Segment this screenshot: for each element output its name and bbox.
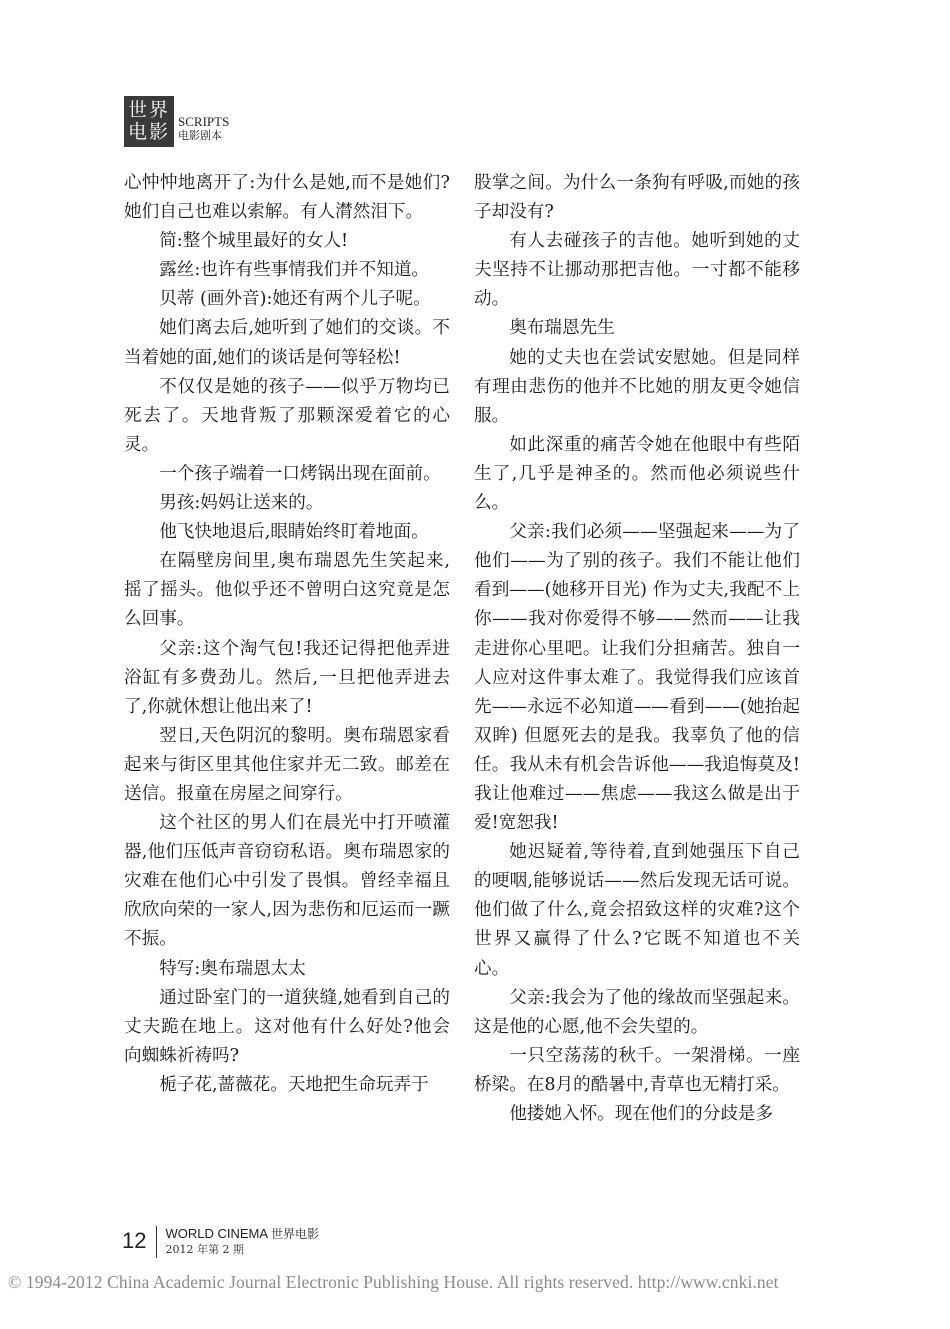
journal-info [165, 1226, 318, 1257]
paragraph: 心忡忡地离开了:为什么是她,而不是她们?她们自己也难以索解。有人潸然泪下。 [124, 173, 450, 223]
right-text-column [474, 169, 800, 1129]
logo-line-2: 电影 [128, 121, 171, 143]
paragraph: 奥布瑞恩先生 [509, 318, 615, 339]
paragraph: 翌日,天色阴沉的黎明。奥布瑞恩家看起来与街区里其他住家并无二致。邮差在送信。报童在房屋之间穿行。 [124, 725, 450, 804]
paragraph: 不仅仅是她的孩子——似乎万物均已死去了。天地背叛了那颗深爱着它的心灵。 [124, 376, 450, 455]
paragraph: 股掌之间。为什么一条狗有呼吸,而她的孩子却没有? [474, 173, 800, 223]
paragraph: 他飞快地退后,眼睛始终盯着地面。 [159, 522, 429, 543]
copyright-notice: © 1994-2012 China Academic Journal Electronic Publishing House. All rights reserved. http://www.cnki.net [8, 1272, 779, 1292]
paragraph: 父亲:这个淘气包!我还记得把他弄进浴缸有多费劲儿。然后,一旦把他弄进去了,你就休想让他出来了! [124, 638, 450, 717]
paragraph: 她迟疑着,等待着,直到她强压下自己的哽咽,能够说话——然后发现无话可说。他们做了什么,竟会招致这样的灾难?这个世界又赢得了什么?它既不知道也不关心。 [474, 842, 800, 979]
paragraph: 一个孩子端着一口烤锅出现在面前。 [159, 463, 441, 484]
left-text-column [124, 169, 450, 1100]
scripts-label: SCRIPTS [178, 114, 230, 129]
paragraph: 露丝:也许有些事情我们并不知道。 [159, 260, 430, 281]
paragraph: 她们离去后,她听到了她们的交谈。不当着她的面,她们的谈话是何等轻松! [124, 318, 450, 368]
journal-title [165, 1226, 318, 1242]
page-number: 12 [122, 1228, 147, 1253]
journal-title-en: WORLD CINEMA [165, 1226, 268, 1241]
section-label [178, 96, 229, 143]
logo-line-1: 世界 [128, 99, 171, 121]
paragraph: 如此深重的痛苦令她在他眼中有些陌生了,几乎是神圣的。然而他必须说些什么。 [474, 434, 800, 514]
paragraph: 一只空荡荡的秋千。一架滑梯。一座桥梁。在8月的酷暑中,青草也无精打采。 [474, 1045, 800, 1095]
paragraph: 简:整个城里最好的女人! [159, 231, 349, 252]
page-footer [122, 1226, 319, 1258]
paragraph: 栀子花,蔷薇花。天地把生命玩弄于 [159, 1074, 429, 1095]
paragraph: 贝蒂 (画外音):她还有两个儿子呢。 [159, 289, 431, 310]
paragraph: 这个社区的男人们在晨光中打开喷灌器,他们压低声音窃窃私语。奥布瑞恩家的灾难在他们心中引发了畏惧。曾经幸福且欣欣向荣的一家人,因为悲伤和厄运而一蹶不振。 [124, 813, 450, 950]
journal-logo [124, 96, 229, 147]
footer-divider [156, 1226, 157, 1258]
journal-title-cn: 世界电影 [270, 1227, 319, 1241]
paragraph: 他搂她入怀。现在他们的分歧是多 [509, 1104, 774, 1124]
paragraph: 她的丈夫也在尝试安慰她。但是同样有理由悲伤的他并不比她的朋友更令她信服。 [474, 347, 800, 426]
paragraph: 特写:奥布瑞恩太太 [159, 958, 306, 979]
scripts-sub-label: 电影剧本 [178, 129, 223, 142]
paragraph: 在隔壁房间里,奥布瑞恩先生笑起来,摇了摇头。他似乎还不曾明白这究竟是怎么回事。 [124, 551, 450, 630]
paragraph: 有人去碰孩子的吉他。她听到她的丈夫坚持不让挪动那把吉他。一寸都不能移动。 [474, 231, 800, 310]
paragraph: 男孩:妈妈让送来的。 [159, 493, 324, 514]
paragraph: 父亲:我们必须——坚强起来——为了他们——为了别的孩子。我们不能让他们看到——(她移开目光) 作为丈夫,我配不上你——我对你爱得不够——然而——让我走进你心里吧。让我们分担痛苦。独自一人应对这件事太难了。我觉得我们应该首先——永远不必知道——看到——(她抬起双眸) 但愿死去的是我。我辜负了他的信任。我从未有机会告诉他——我追悔莫及!我让他难过——焦虑——我这么做是出于爱!宽恕我! [474, 522, 800, 834]
paragraph: 父亲:我会为了他的缘故而坚强起来。这是他的心愿,他不会失望的。 [474, 987, 800, 1037]
paragraph: 通过卧室门的一道狭缝,她看到自己的丈夫跪在地上。这对他有什么好处?他会向蜘蛛祈祷吗? [124, 987, 450, 1066]
logo-box [124, 96, 174, 147]
journal-issue: 2012 年第 2 期 [165, 1243, 244, 1256]
